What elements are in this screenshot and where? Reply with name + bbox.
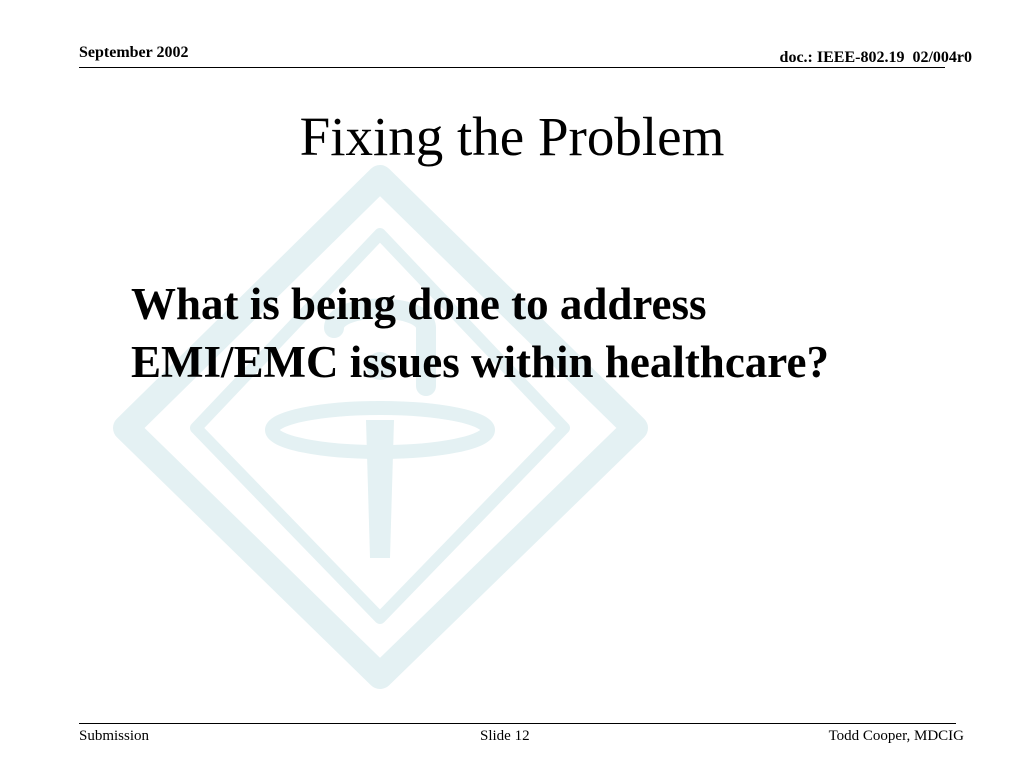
footer-divider — [79, 723, 956, 724]
body-line: EMI/EMC issues within healthcare? — [131, 337, 829, 387]
header-document-id: doc.: IEEE-802.19 02/004r0 — [779, 49, 972, 66]
ieee-logo-watermark-icon — [108, 160, 656, 692]
footer-author: Todd Cooper, MDCIG — [828, 728, 964, 744]
header-date: September 2002 — [79, 44, 189, 61]
body-line: What is being done to address — [131, 279, 707, 329]
slide-body — [131, 275, 991, 391]
footer-submission-label: Submission — [79, 728, 150, 744]
header-divider — [79, 67, 945, 68]
slide-title: Fixing the Problem — [299, 106, 725, 167]
footer-slide-number: Slide 12 — [480, 728, 530, 744]
